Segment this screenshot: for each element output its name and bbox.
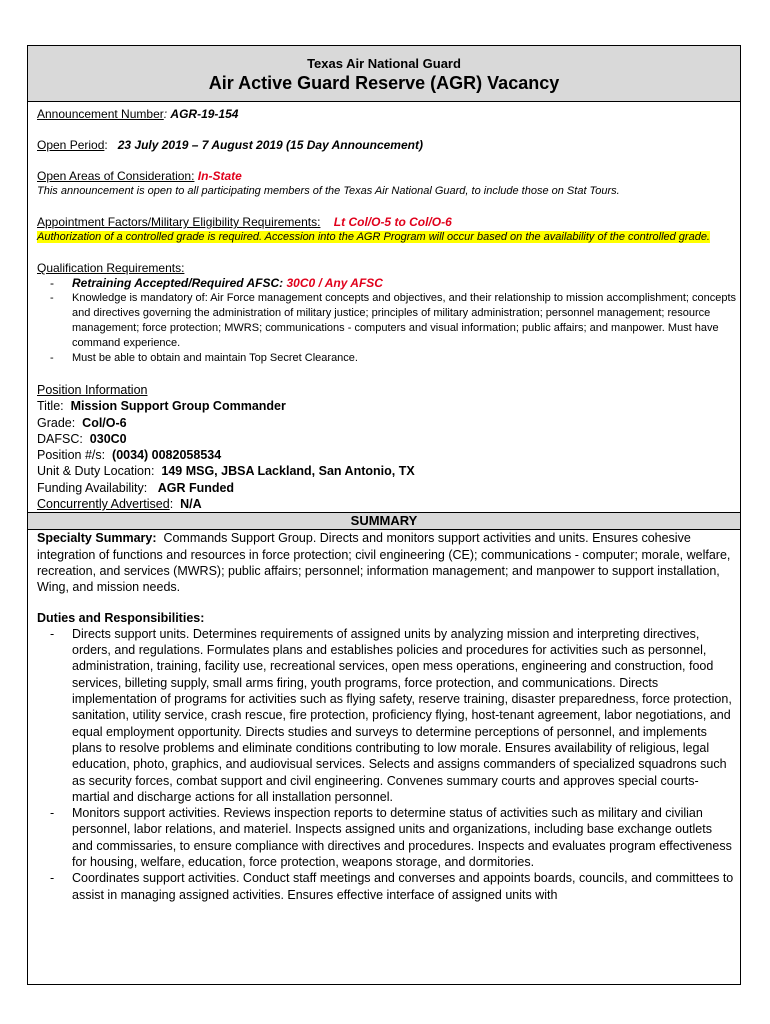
areas-of-consideration [28,169,740,199]
qualification-label: Qualification Requirements: [37,261,185,275]
list-item: - Knowledge is mandatory of: Air Force management concepts and objectives, and their relationship to mission accomplishment; concepts and directives governing the administration of military justice; principles of military administration; personnel management; resource management; force protection; MWRS; communications - computers and visual information; public affairs; and manpower. Must have command experience. [28,291,740,351]
qualification-requirements [28,261,740,276]
qualification-list [28,276,740,366]
position-number: Position #/s: (0034) 0082058534 [37,448,222,463]
page-title: Air Active Guard Reserve (AGR) Vacancy [208,73,560,93]
position-funding: Funding Availability: AGR Funded [37,480,235,495]
announcement-label: Announcement Number [37,107,164,121]
duties-list [28,626,740,903]
list-item: - Monitors support activities. Reviews inspection reports to determine status of activities such as military and civilian personnel, labor relations, and materiel. Inspects assigned units and organizations, including base exchange outlets and commissaries, to ensure compliance with directives and procedures. Inspects and evaluates program effectiveness for housing, welfare, education, force protection, weapons storage, and dormitories. [28,805,740,870]
duties-heading: Duties and Responsibilities: [37,610,205,625]
areas-value: In-State [197,169,242,183]
open-period-value: 23 July 2019 – 7 August 2019 (15 Day Announcement) [117,138,423,152]
appointment-factors [28,215,740,245]
organization-name: Texas Air National Guard [307,56,461,71]
position-unit: Unit & Duty Location: 149 MSG, JBSA Lackland, San Antonio, TX [37,464,415,479]
open-period: Open Period: 23 July 2019 – 7 August 2019 (15 Day Announcement) [37,138,423,152]
position-title: Title: Mission Support Group Commander [37,399,286,414]
areas-label: Open Areas of Consideration: [37,169,195,183]
document-header [28,46,740,102]
position-grade: Grade: Col/O-6 [37,415,127,430]
list-item: - Must be able to obtain and maintain Top Secret Clearance. [28,351,740,366]
list-item: - Directs support units. Determines requirements of assigned units by analyzing mission and interpreting directives, orders, and regulations. Formulates plans and establishes policies and procedures for activities such as personnel, administration, training, facility use, recreational services, open mess operations, engineering and construction, food services, billeting supply, small arms firing, youth programs, force protection, and communications. Directs implementation of programs for activities such as flying safety, reserve training, disaster preparedness, force protection, sanitation, utility service, crash rescue, fire protection, proficiency flying, host-tenant agreement, labor negotiations, and equal employment opportunity. Directs studies and surveys to determine perceptions of personnel, and implements plans to resolve problems and eliminate conditions contributing to low morale. Ensures availability of religious, legal education, photo, graphics, and audiovisual services. Selects and assigns commanders of specialized squadrons such as security forces, combat support and civil engineering. Convenes summary courts and approves special courts-martial and discharge actions for all installation personnel. [28,626,740,805]
position-dafsc: DAFSC: 030C0 [37,431,127,446]
appointment-note: Authorization of a controlled grade is required. Accession into the AGR Program will occur based on the availability of the controlled grade. [37,231,710,243]
position-heading: Position Information [37,383,148,397]
summary-bar: SUMMARY [28,512,740,530]
appointment-label: Appointment Factors/Military Eligibility Requirements: [37,215,321,229]
open-period-label: Open Period [37,138,105,152]
position-information [28,382,740,512]
specialty-summary: Specialty Summary: Commands Support Group. Directs and monitors support activities and units. Ensures cohesive integration of functions and resources in force protection; civil engineering (CE); communications - computer; morale, welfare, recreation, and services (MWRS); public affairs; personnel; information management; and manpower to support installation, Wing, and mission needs. [37,531,731,595]
appointment-value: Lt Col/O-5 to Col/O-6 [333,215,452,229]
vacancy-announcement [27,45,741,985]
announcement-value: AGR-19-154 [170,107,239,121]
areas-text: This announcement is open to all participating members of the Texas Air National Guard, to include those on Stat Tours. [37,185,620,197]
list-item: - Coordinates support activities. Conduct staff meetings and converses and appoints boards, councils, and committees to assist in managing assigned activities. Ensures effective interface of assigned units with [28,870,740,903]
position-concurrent: Concurrently Advertised: N/A [37,497,202,512]
list-item: - Retraining Accepted/Required AFSC: 30C0 / Any AFSC [28,276,740,291]
announcement-number: Announcement Number: AGR-19-154 [37,107,239,121]
